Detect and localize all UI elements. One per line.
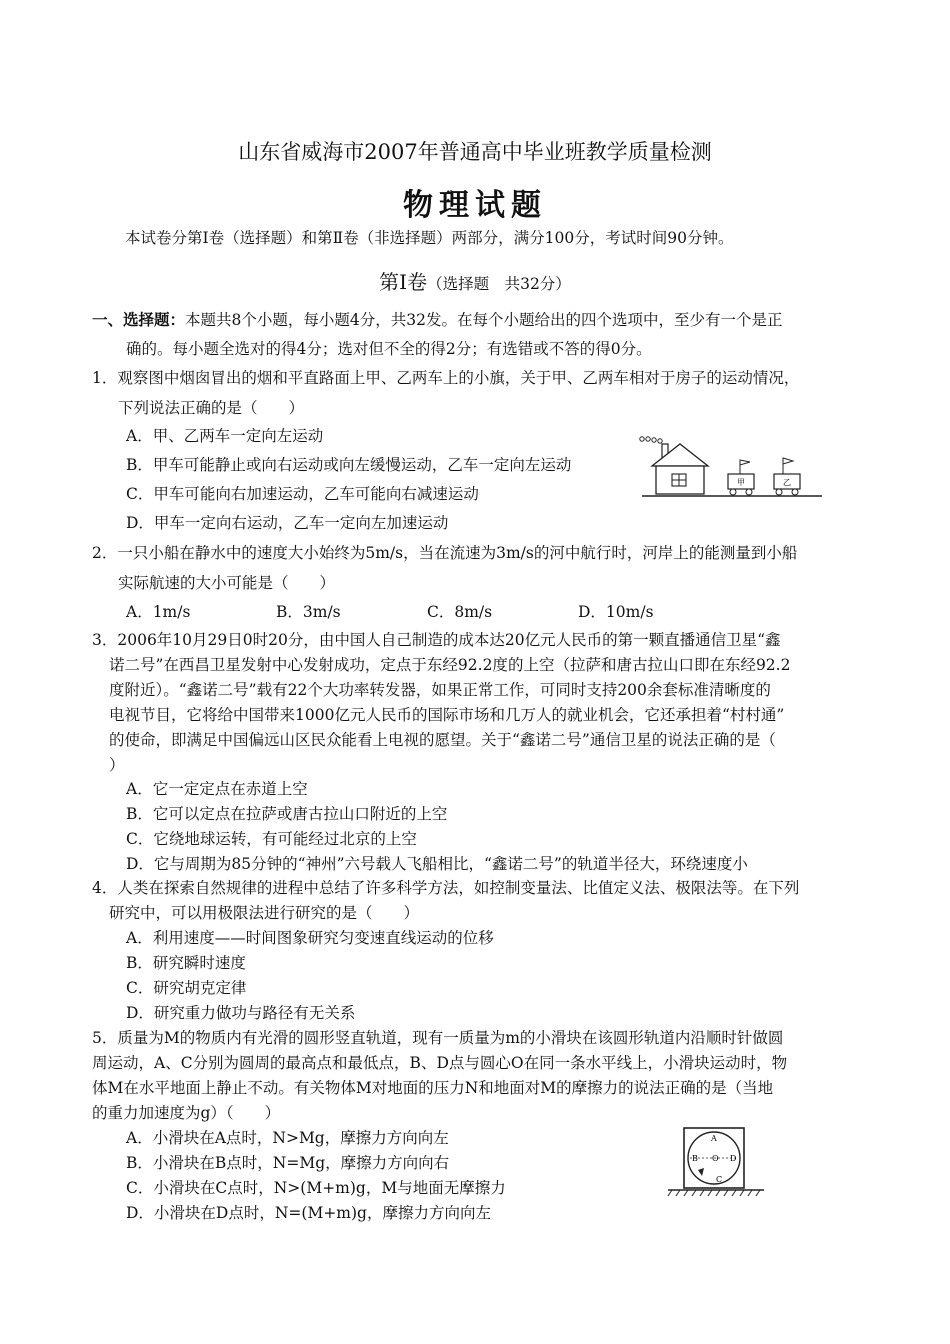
- q2-stem-2: 实际航速的大小可能是（ ）: [118, 574, 336, 592]
- q5-option-d: D．小滑块在D点时，N=(M+m)g，摩擦力方向向左: [126, 1204, 491, 1222]
- q4-option-b: B．研究瞬时速度: [126, 954, 246, 972]
- q2-option-a: A．1m/s: [126, 603, 191, 621]
- section-label: 第Ⅰ卷: [379, 270, 428, 294]
- q5-stem-4: 的重力加速度为g）（ ）: [92, 1104, 281, 1122]
- car2-flag: [783, 458, 793, 464]
- car2-wheel: [776, 489, 782, 495]
- q3-option-b: B．它可以定点在拉萨或唐古拉山口附近的上空: [126, 805, 448, 823]
- car1-wheel: [746, 489, 752, 495]
- q3-option-d: D．它与周期为85分钟的“神州”六号载人飞船相比，“鑫诺二号”的轨道半径大，环绕速度小: [126, 855, 748, 873]
- q1-stem-1: 1．观察图中烟囱冒出的烟和平直路面上甲、乙两车上的小旗，关于甲、乙两车相对于房子的运动情况，: [92, 369, 800, 387]
- point-B-label: B: [692, 1154, 698, 1163]
- q2-option-d: D．10m/s: [578, 603, 654, 621]
- q1-option-b: B．甲车可能静止或向右运动或向左缓慢运动，乙车一定向左运动: [126, 456, 572, 474]
- q3-stem-5: 的使命，即满足中国偏远山区民众能看上电视的愿望。关于“鑫诺二号”通信卫星的说法正确的是（: [109, 731, 776, 749]
- house-roof: [652, 444, 708, 466]
- q1-house-cars-figure: [636, 434, 826, 504]
- smoke-puff: [646, 437, 650, 441]
- exam-subtitle: 山东省威海市2007年普通高中毕业班教学质量检测: [238, 140, 712, 164]
- q3-stem-2: 诺二号”在西昌卫星发射中心发射成功，定点于东经92.2度的上空（拉萨和唐古拉山口即在东经92.2: [109, 656, 791, 674]
- smoke-puff: [658, 439, 662, 443]
- point-D-label: D: [730, 1154, 737, 1163]
- section-detail: （选择题 共32分）: [427, 275, 571, 293]
- q5-stem-2: 周运动，A、C分别为圆周的最高点和最低点，B、D点与圆心O在同一条水平线上，小滑块运动时，物: [92, 1054, 788, 1072]
- q5-option-c: C．小滑块在C点时，N>(M+m)g，M与地面无摩擦力: [126, 1179, 506, 1197]
- q5-option-b: B．小滑块在B点时，N=Mg，摩擦力方向向右: [126, 1154, 450, 1172]
- q4-option-d: D．研究重力做功与路径有无关系: [126, 1004, 356, 1022]
- point-O-label: O: [712, 1154, 719, 1163]
- q3-option-c: C．它绕地球运转，有可能经过北京的上空: [126, 830, 417, 848]
- q1-option-a: A．甲、乙两车一定向左运动: [126, 427, 324, 445]
- q5-option-a: A．小滑块在A点时，N>Mg，摩擦力方向向左: [126, 1129, 449, 1147]
- instructions-text-1: 本题共8个小题，每小题4分，共32发。在每个小题给出的四个选项中，至少有一个是正: [185, 311, 783, 329]
- section-heading: [0, 266, 950, 295]
- q3-stem-3: 度附近）。“鑫诺二号”载有22个大功率转发器，如果正常工作，可同时支持200余套标准清晰度的: [109, 681, 771, 699]
- car2-label: 乙: [783, 478, 791, 487]
- car2-wheel: [792, 489, 798, 495]
- q2-option-c: C．8m/s: [427, 603, 493, 621]
- q3-option-a: A．它一定定点在赤道上空: [126, 780, 308, 798]
- point-A-label: A: [711, 1134, 717, 1143]
- q4-stem-1: 4．人类在探索自然规律的进程中总结了许多科学方法，如控制变量法、比值定义法、极限法等。在下列: [92, 879, 800, 897]
- q2-stem-1: 2．一只小船在静水中的速度大小始终为5m/s，当在流速为3m/s的河中航行时，河岸上的能测量到小船: [92, 544, 798, 562]
- car1-wheel: [730, 489, 736, 495]
- instructions-line-2: 确的。每小题全选对的得4分；选对但不全的得2分；有选错或不答的得0分。: [126, 340, 652, 358]
- smoke-puff: [652, 438, 656, 442]
- q3-stem-4: 电视节目，它将给中国带来1000亿元人民币的国际市场和几万人的就业机会，它还承担着“村村通”: [109, 706, 785, 724]
- exam-intro: 本试卷分第Ⅰ卷（选择题）和第Ⅱ卷（非选择题）两部分，满分100分，考试时间90分钟。: [125, 229, 734, 247]
- exam-title: 物理试题: [403, 188, 547, 223]
- point-C-label: C: [716, 1175, 723, 1184]
- q5-stem-3: 体M在水平地面上静止不动。有关物体M对地面的压力N和地面对M的摩擦力的说法正确的是（当地: [92, 1079, 774, 1097]
- smoke-puff: [640, 437, 644, 441]
- car1-label: 甲: [737, 478, 745, 487]
- q5-circular-track-figure: [666, 1124, 766, 1204]
- q4-stem-2: 研究中，可以用极限法进行研究的是（ ）: [109, 904, 420, 922]
- ground-hatching: [668, 1190, 760, 1196]
- q1-stem-2: 下列说法正确的是（ ）: [118, 399, 305, 417]
- q1-option-d: D．甲车一定向右运动，乙车一定向左加速运动: [126, 514, 449, 532]
- instructions-label: 一、选择题：: [92, 310, 186, 329]
- instructions-line-1: [92, 312, 782, 329]
- q4-option-a: A．利用速度——时间图象研究匀变速直线运动的位移: [126, 929, 494, 947]
- q2-option-b: B．3m/s: [276, 603, 341, 621]
- car1-flag: [740, 460, 750, 465]
- q1-option-c: C．甲车可能向右加速运动，乙车可能向右减速运动: [126, 485, 479, 503]
- q3-stem-1: 3．2006年10月29日0时20分，由中国人自己制造的成本达20亿元人民币的第一颗直播通信卫星“鑫: [92, 631, 781, 649]
- q3-stem-6: ）: [109, 756, 125, 774]
- q4-option-c: C．研究胡克定律: [126, 979, 247, 997]
- q5-stem-1: 5．质量为M的物质内有光滑的圆形竖直轨道，现有一质量为m的小滑块在该圆形轨道内沿顺时针做圆: [92, 1029, 784, 1047]
